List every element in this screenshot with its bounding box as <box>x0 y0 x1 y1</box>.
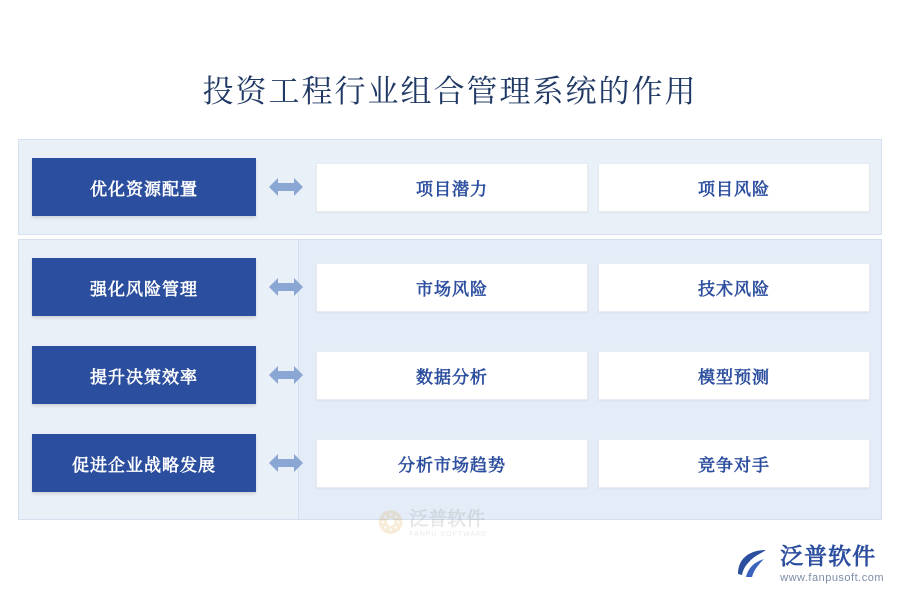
double-arrow-icon <box>269 174 303 200</box>
brand-logo <box>732 544 884 584</box>
double-arrow-icon <box>269 362 303 388</box>
fanpu-logo-icon <box>732 544 772 584</box>
double-arrow-icon <box>269 274 303 300</box>
card-0-0[interactable]: 项目潜力 <box>316 163 588 212</box>
diagram-container <box>18 139 882 540</box>
card-0-1[interactable]: 项目风险 <box>598 163 870 212</box>
double-arrow-icon <box>269 450 303 476</box>
card-2-0[interactable]: 数据分析 <box>316 351 588 400</box>
page-title: 投资工程行业组合管理系统的作用 <box>202 74 698 109</box>
logo-url: www.fanpusoft.com <box>780 571 884 584</box>
card-2-1[interactable]: 模型预测 <box>598 351 870 400</box>
card-1-1[interactable]: 技术风险 <box>598 263 870 312</box>
logo-name: 泛普软件 <box>780 543 877 570</box>
card-3-1[interactable]: 竞争对手 <box>598 439 870 488</box>
card-1-0[interactable]: 市场风险 <box>316 263 588 312</box>
category-label-3[interactable]: 促进企业战略发展 <box>32 434 256 492</box>
card-3-0[interactable]: 分析市场趋势 <box>316 439 588 488</box>
watermark-name: 泛普软件 <box>409 509 486 531</box>
watermark-logo-icon: ❂ <box>378 507 404 540</box>
category-label-2[interactable]: 提升决策效率 <box>32 346 256 404</box>
watermark-sub: FANPU SOFTWARE <box>409 530 488 538</box>
category-label-1[interactable]: 强化风险管理 <box>32 258 256 316</box>
category-label-0[interactable]: 优化资源配置 <box>32 158 256 216</box>
